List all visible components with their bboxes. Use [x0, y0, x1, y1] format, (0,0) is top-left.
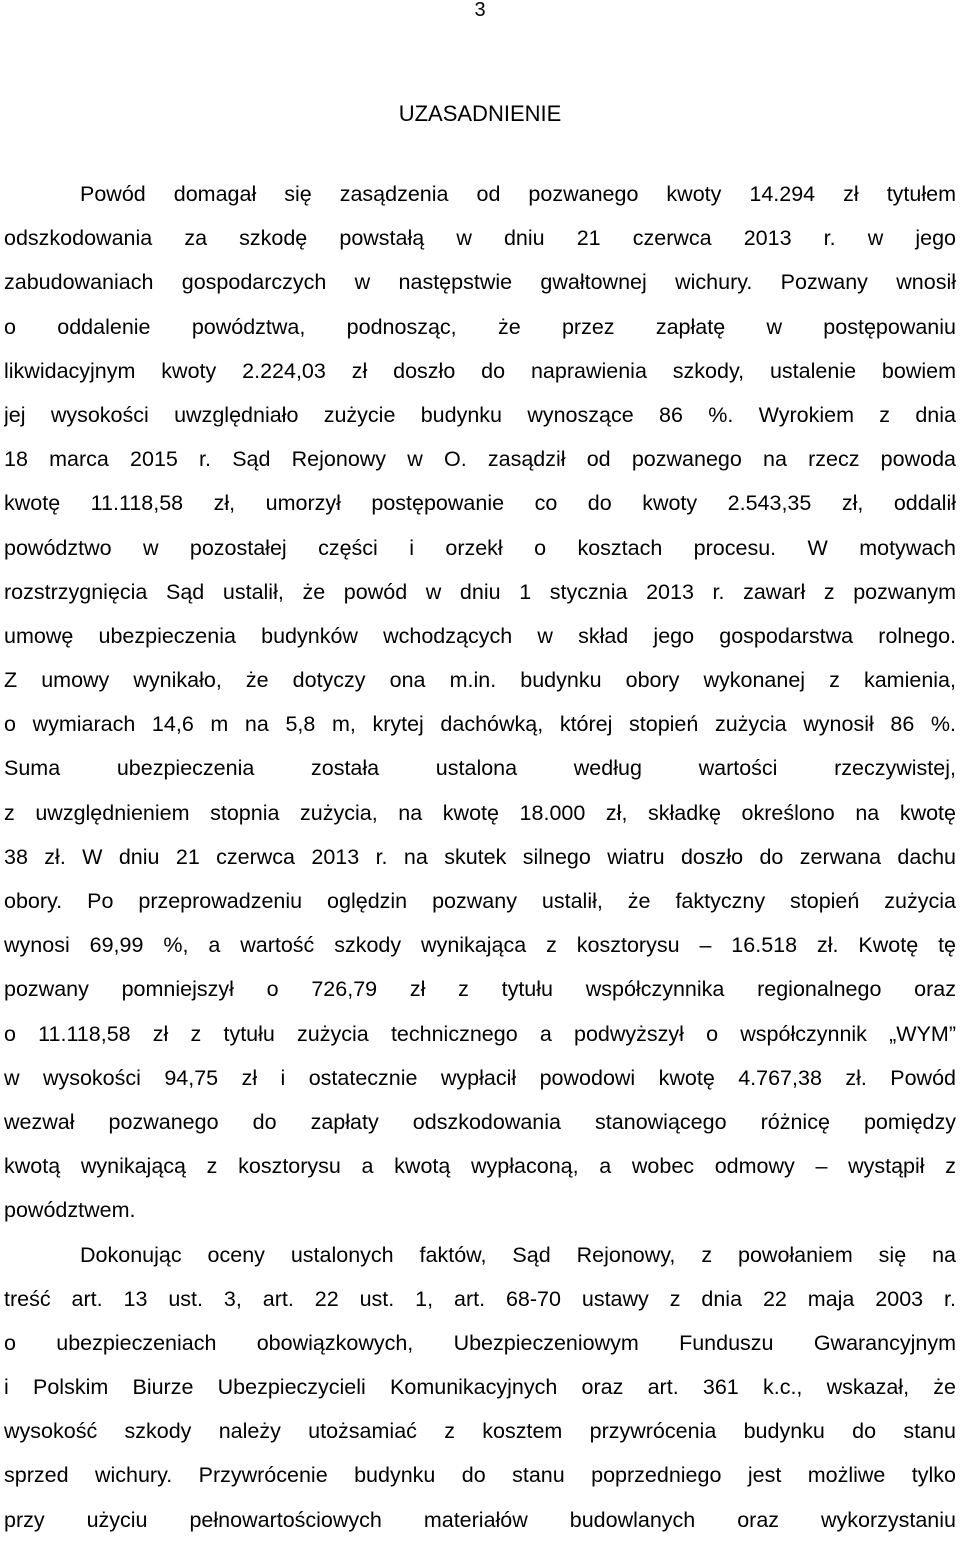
text-line: zabudowaniach gospodarczych w następstwie gwałtownej wichury. Pozwany wnosił — [4, 270, 956, 295]
text-line: likwidacyjnym kwoty 2.224,03 zł doszło do naprawienia szkody, ustalenie bowiem — [4, 358, 956, 383]
text-line: umowę ubezpieczenia budynków wchodzących w skład jego gospodarstwa rolnego. — [4, 623, 956, 648]
text-line: sprzed wichury. Przywrócenie budynku do stanu poprzedniego jest możliwe tylko — [4, 1463, 956, 1488]
text-line: obory. Po przeprowadzeniu oględzin pozwany ustalił, że faktyczny stopień zużycia — [4, 889, 956, 913]
page-number: 3 — [474, 0, 486, 21]
text-line: przy użyciu pełnowartościowych materiałów budowlanych oraz wykorzystaniu — [4, 1507, 956, 1532]
text-line: rozstrzygnięcia Sąd ustalił, że powód w dniu 1 stycznia 2013 r. zawarł z pozwanym — [4, 579, 956, 604]
text-line: Suma ubezpieczenia została ustalona według wartości rzeczywistej, — [4, 756, 956, 781]
text-line: kwotą wynikającą z kosztorysu a kwotą wypłaconą, a wobec odmowy – wystąpił z — [4, 1154, 956, 1179]
text-line: powództwo w pozostałej części i orzekł o kosztach procesu. W motywach — [4, 535, 956, 560]
text-line: 18 marca 2015 r. Sąd Rejonowy w O. zasądził od pozwanego na rzecz powoda — [4, 447, 956, 472]
document-body — [4, 172, 956, 1542]
text-line: kwotę 11.118,58 zł, umorzył postępowanie co do kwoty 2.543,35 zł, oddalił — [4, 491, 956, 516]
text-line: wezwał pozwanego do zapłaty odszkodowania stanowiącego różnicę pomiędzy — [4, 1109, 956, 1134]
text-line: odszkodowania za szkodę powstałą w dniu 21 czerwca 2013 r. w jego — [4, 226, 956, 251]
text-line: z uwzględnieniem stopnia zużycia, na kwotę 18.000 zł, składkę określono na kwotę — [4, 800, 956, 825]
paragraph-1 — [4, 172, 956, 1233]
text-line: w wysokości 94,75 zł i ostatecznie wypłacił powodowi kwotę 4.767,38 zł. Powód — [4, 1065, 956, 1090]
text-line: treść art. 13 ust. 3, art. 22 ust. 1, art. 68-70 ustawy z dnia 22 maja 2003 r. — [4, 1286, 956, 1311]
text-line: Powód domagał się zasądzenia od pozwanego kwoty 14.294 zł tytułem — [80, 182, 956, 206]
text-line: powództwem. — [4, 1198, 136, 1223]
text-line: jej wysokości uwzględniało zużycie budynku wynoszące 86 %. Wyrokiem z dnia — [4, 402, 956, 427]
text-line: pozwany pomniejszył o 726,79 zł z tytułu współczynnika regionalnego oraz — [4, 977, 956, 1002]
text-line: wysokość szkody należy utożsamiać z kosztem przywrócenia budynku do stanu — [4, 1419, 956, 1444]
text-line: 38 zł. W dniu 21 czerwca 2013 r. na skutek silnego wiatru doszło do zerwana dachu — [4, 844, 956, 869]
text-line: o 11.118,58 zł z tytułu zużycia technicznego a podwyższył o współczynnik „WYM” — [4, 1021, 956, 1046]
text-line: o wymiarach 14,6 m na 5,8 m, krytej dachówką, której stopień zużycia wynosił 86 %. — [4, 712, 956, 737]
text-line: o oddalenie powództwa, podnosząc, że przez zapłatę w postępowaniu — [4, 314, 956, 339]
text-line: o ubezpieczeniach obowiązkowych, Ubezpieczeniowym Funduszu Gwarancyjnym — [4, 1330, 956, 1355]
text-line: Dokonując oceny ustalonych faktów, Sąd Rejonowy, z powołaniem się na — [80, 1242, 956, 1267]
paragraph-2 — [4, 1233, 956, 1542]
text-line: wynosi 69,99 %, a wartość szkody wynikająca z kosztorysu – 16.518 zł. Kwotę tę — [4, 933, 956, 958]
text-line: i Polskim Biurze Ubezpieczycieli Komunikacyjnych oraz art. 361 k.c., wskazał, że — [4, 1375, 956, 1400]
text-line: Z umowy wynikało, że dotyczy ona m.in. budynku obory wykonanej z kamienia, — [4, 668, 956, 693]
page-heading: UZASADNIENIE — [398, 101, 562, 126]
